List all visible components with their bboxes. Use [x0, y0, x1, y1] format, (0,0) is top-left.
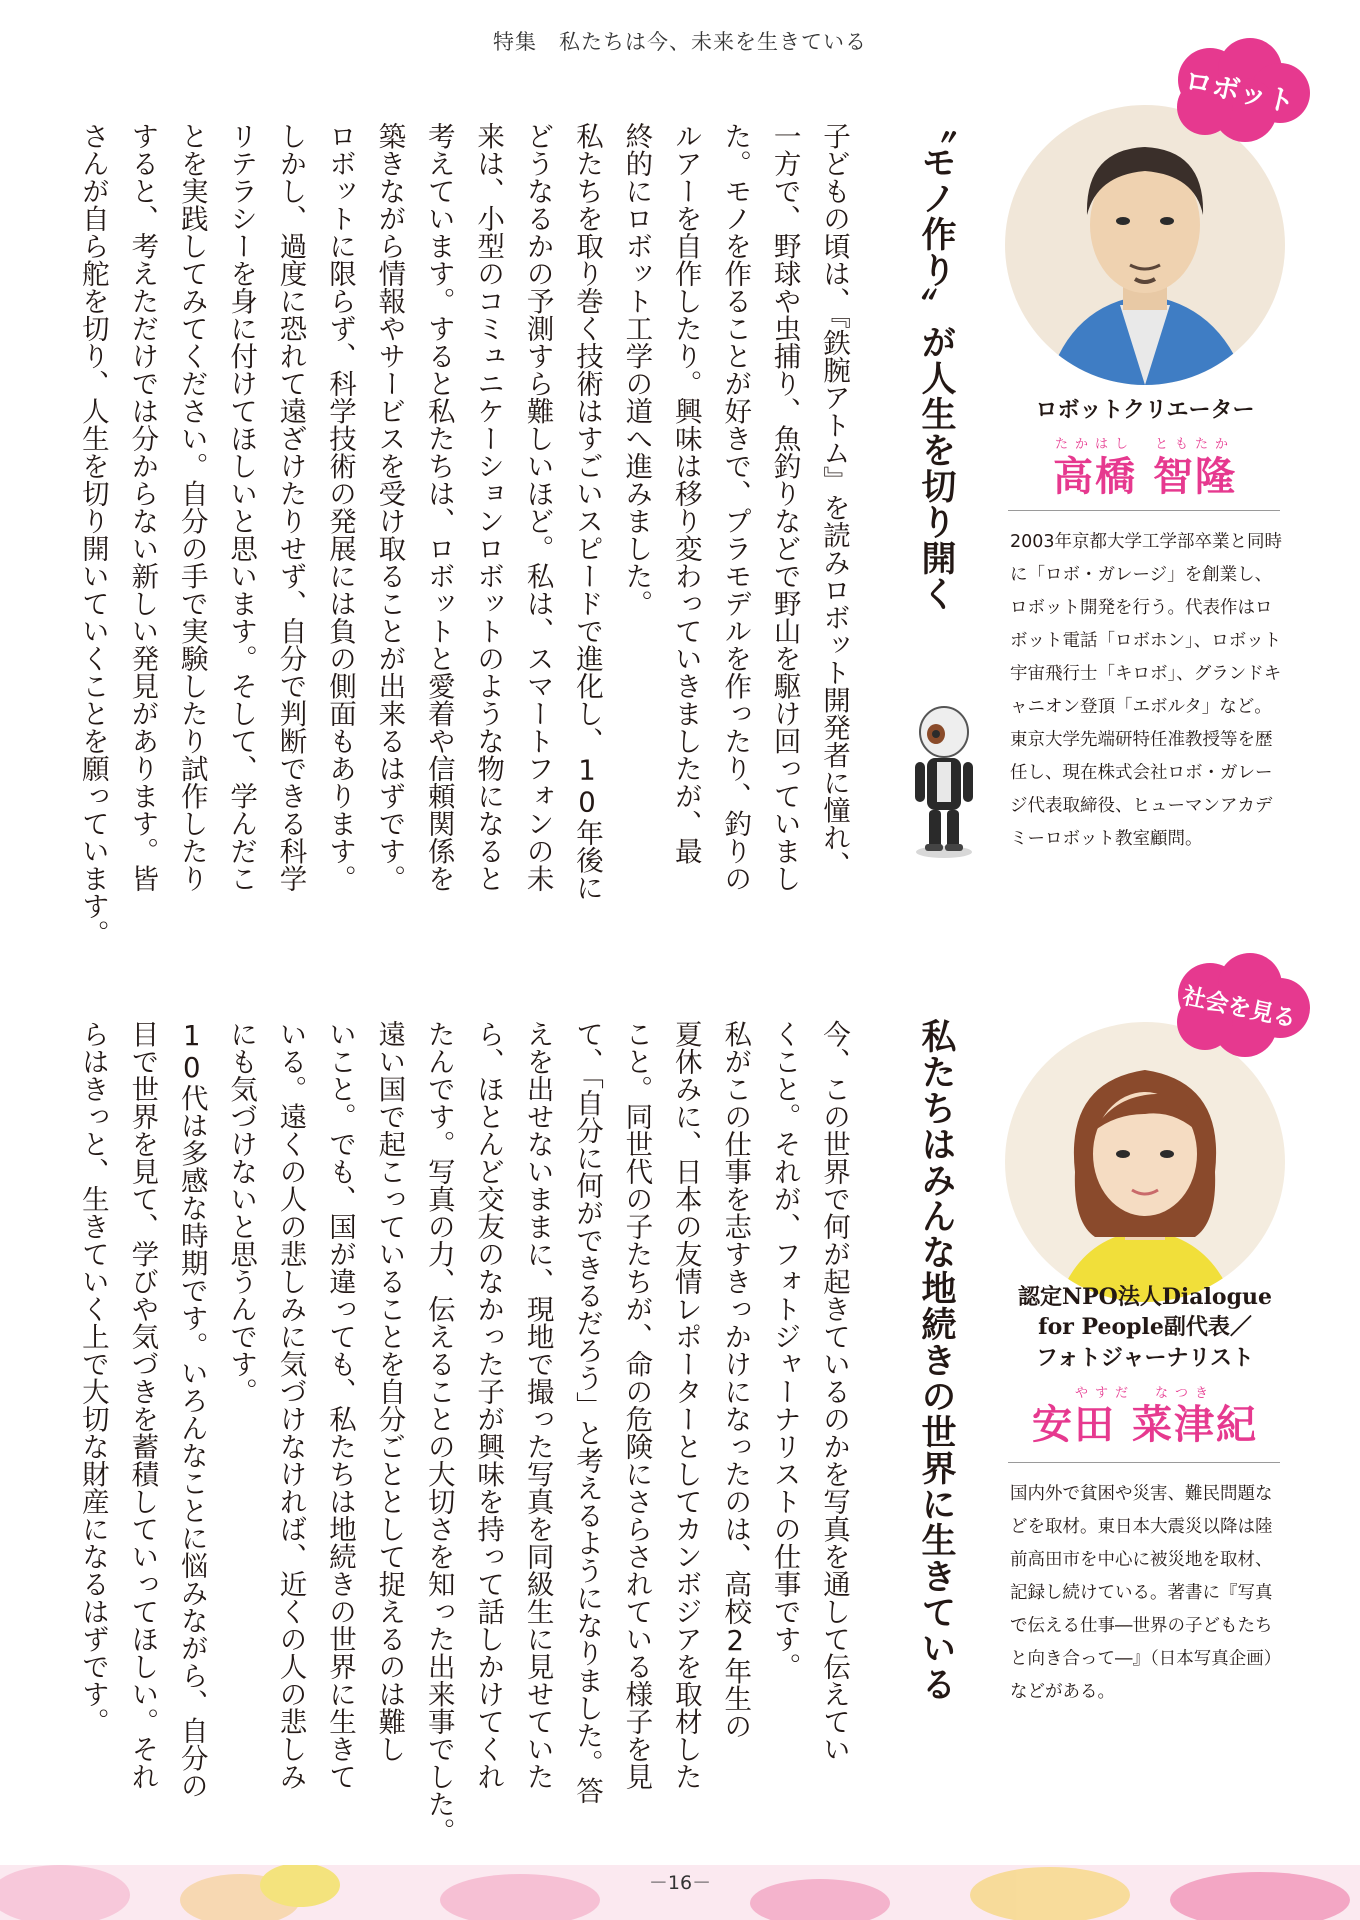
paragraph-line: 考えています。すると私たちは、ロボットと愛着や信頼関係を — [422, 122, 455, 892]
paragraph-line: どうなるかの予測すら難しいほど。私は、スマートフォンの未 — [521, 122, 554, 892]
profile-name: 高橋 智隆 — [1053, 453, 1237, 500]
paragraph-line: て、「自分に何ができるだろう」と考えるようになりました。答 — [570, 1020, 603, 1804]
profile-role: ロボットクリエーター — [1035, 397, 1255, 423]
paragraph-line: とを実践してみてください。自分の手で実験したり試作したり — [175, 122, 208, 892]
paragraph-line: くこと。それが、フォトジャーナリストの仕事です。 — [768, 1020, 801, 1680]
robot-illustration — [905, 700, 983, 860]
article1-headline: 〝モノ作り〟が人生を切り開く — [916, 108, 956, 612]
paragraph-line: リテラシーを身に付けてほしいと思います。そして、学んだこ — [225, 122, 258, 892]
paragraph-line: たんです。写真の力、伝えることの大切さを知った出来事でした。 — [422, 1020, 455, 1845]
paragraph-line: 終的にロボット工学の道へ進みました。 — [620, 122, 653, 617]
profile-role-line2: for People副代表／ — [1038, 1314, 1252, 1340]
article2-body — [68, 1020, 859, 1845]
portrait-yasuda — [1005, 1022, 1285, 1302]
profile-role-line3: フォトジャーナリスト — [1035, 1345, 1255, 1371]
page-number: －16－ — [648, 1872, 712, 1894]
paragraph-line: 築きながら情報やサービスを受け取ることが出来るはずです。 — [373, 122, 406, 892]
paragraph-line: ロボットに限らず、科学技術の発展には負の側面もあります。 — [323, 122, 356, 892]
paragraph-line: えを出せないままに、現地で撮った写真を同級生に見せていた — [521, 1020, 554, 1790]
paragraph-line: ら、ほとんど交友のなかった子が興味を持って話しかけてくれ — [472, 1020, 505, 1790]
paragraph-line: 目で世界を見て、学びや気づきを蓄積していってほしい。それ — [126, 1020, 159, 1790]
paragraph-line: さんが自ら舵を切り、人生を切り開いていくことを願っています。 — [76, 122, 109, 947]
profile-name: 安田 菜津紀 — [1032, 1401, 1258, 1448]
badge-label: ロボット — [1181, 63, 1298, 120]
paragraph-line: た。モノを作ることが好きで、プラモデルを作ったり、釣りの — [719, 122, 752, 892]
divider — [1008, 510, 1280, 511]
paragraph-line: 私がこの仕事を志すきっかけになったのは、高校2年生の — [719, 1020, 752, 1740]
paragraph-line: 遠い国で起こっていることを自分ごととして捉えるのは難し — [373, 1020, 406, 1763]
paragraph-line: しかし、過度に恐れて遠ざけたりせず、自分で判断できる科学 — [274, 122, 307, 892]
article2-headline: 私たちはみんな地続きの世界に生きている — [916, 1018, 956, 1702]
paragraph-line: 一方で、野球や虫捕り、魚釣りなどで野山を駆け回っていまし — [768, 122, 801, 892]
paragraph-line: にも気づけないと思うんです。 — [225, 1020, 258, 1405]
paragraph-line: 来は、小型のコミュニケーションロボットのような物になると — [472, 122, 505, 892]
paragraph-line: いこと。でも、国が違っても、私たちは地続きの世界に生きて — [323, 1020, 356, 1790]
paragraph-line: 子どもの頃は、『鉄腕アトム』を読みロボット開発者に憧れ、 — [818, 122, 850, 879]
profile-name-ruby: やすだ なつき — [1074, 1386, 1215, 1401]
badge-label: 社会を見る — [1180, 982, 1299, 1033]
paragraph-line: 10代は多感な時期です。いろんなことに悩みながら、自分の — [175, 1020, 208, 1799]
paragraph-line: らはきっと、生きていく上で大切な財産になるはずです。 — [76, 1020, 109, 1735]
paragraph-line: 私たちを取り巻く技術はすごいスピードで進化し、10年後に — [570, 122, 603, 901]
paragraph-line: すると、考えただけでは分からない新しい発見があります。皆 — [126, 122, 159, 892]
paragraph-line: こと。同世代の子たちが、命の危険にさらされている様子を見 — [620, 1020, 653, 1790]
category-badge-society — [1165, 950, 1315, 1060]
profile-name-ruby: たかはし ともたか — [1054, 437, 1235, 452]
paragraph-line: いる。遠くの人の悲しみに気づけなければ、近くの人の悲しみ — [274, 1020, 307, 1790]
page-header: 特集 私たちは今、未来を生きている — [493, 30, 867, 54]
article1-body — [68, 122, 859, 947]
woman-portrait-illustration — [1005, 1022, 1285, 1302]
category-badge-robot — [1165, 35, 1315, 145]
paragraph-line: 今、この世界で何が起きているのかを写真を通して伝えてい — [818, 1020, 850, 1763]
profile-bio: 2003年京都大学工学部卒業と同時に「ロボ・ガレージ」を創業し、ロボット開発を行う。代表作はロボット電話「ロボホン」、ロボット宇宙飛行士「キロボ」、グランドキャニオン登頂「エボルタ」など。東京大学先端研特任准教授等を歴任し、現在株式会社ロボ・ガレージ代表取締役、ヒューマンアカデミーロボット教室顧問。 — [1010, 532, 1283, 849]
paragraph-line: ルアーを自作したり。興味は移り変わっていきましたが、最 — [669, 122, 702, 865]
profile-role-line1: 認定NPO法人Dialogue — [1018, 1284, 1272, 1310]
divider — [1008, 1462, 1280, 1463]
paragraph-line: 夏休みに、日本の友情レポーターとしてカンボジアを取材した — [669, 1020, 702, 1790]
profile-bio: 国内外で貧困や災害、難民問題などを取材。東日本大震災以降は陸前高田市を中心に被災地を取材、記録し続けている。著書に『写真で伝える仕事―世界の子どもたちと向き合って―』（日本写真企画）などがある。 — [1010, 1484, 1282, 1702]
